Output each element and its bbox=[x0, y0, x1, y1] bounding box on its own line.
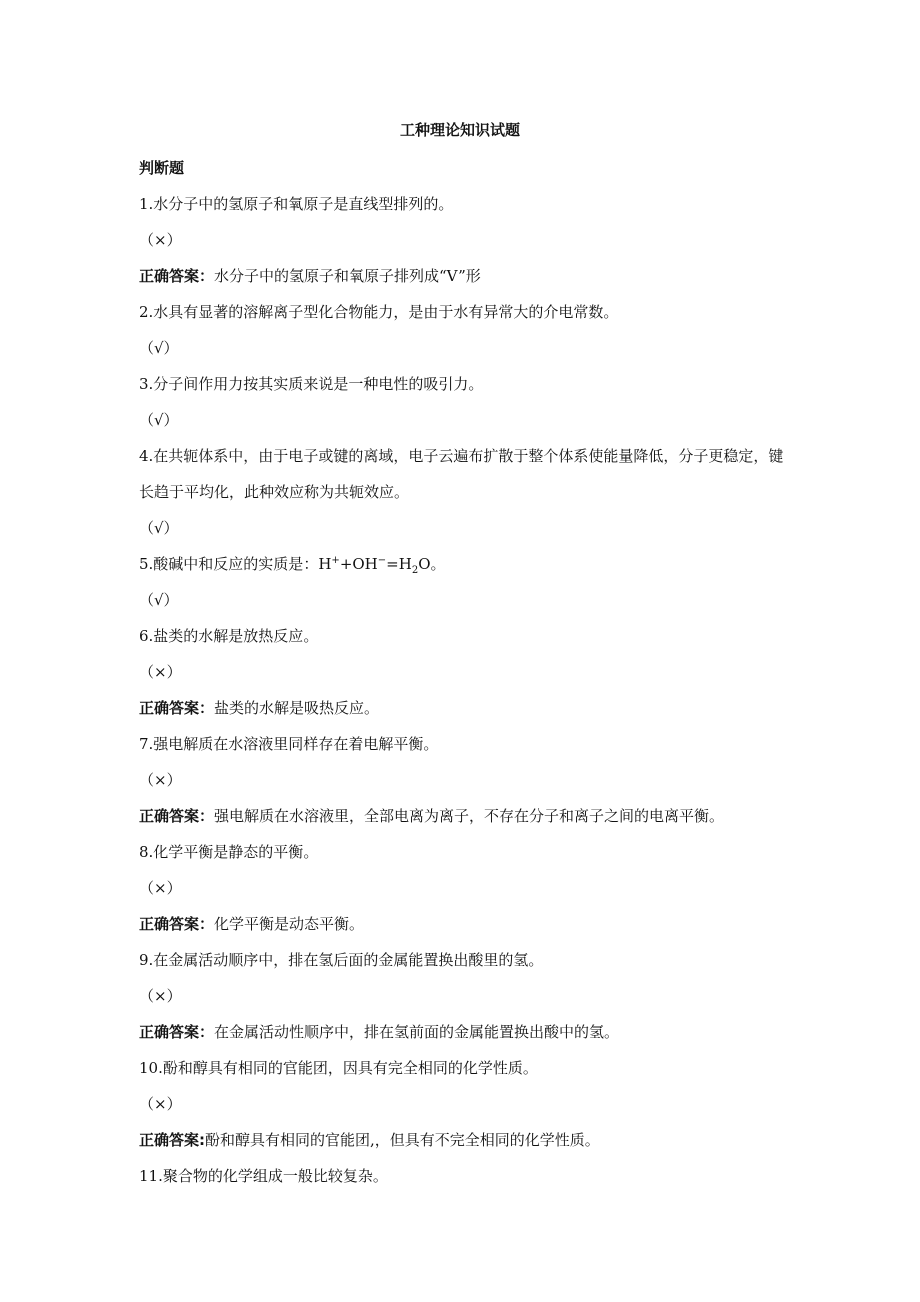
question-7-answer bbox=[139, 798, 789, 834]
question-1-mark: （×） bbox=[139, 231, 182, 249]
formula-eq-h: =H bbox=[386, 555, 412, 573]
question-9: 9.在金属活动顺序中，排在氢后面的金属能置换出酸里的氢。 bbox=[139, 951, 544, 969]
question-9-mark: （×） bbox=[139, 987, 182, 1005]
answer-label: 正确答案： bbox=[139, 807, 215, 825]
question-6-mark: （×） bbox=[139, 663, 182, 681]
formula-plus-charge: + bbox=[331, 555, 340, 566]
question-10-answer bbox=[139, 1122, 789, 1158]
question-6-answer bbox=[139, 690, 789, 726]
question-8-mark: （×） bbox=[139, 879, 182, 897]
question-2-mark: （√） bbox=[139, 339, 179, 357]
answer-label: 正确答案： bbox=[139, 267, 215, 285]
answer-text: 酚和醇具有相同的官能团,，但具有不完全相同的化学性质。 bbox=[205, 1131, 600, 1149]
answer-text: 强电解质在水溶液里，全部电离为离子，不存在分子和离子之间的电离平衡。 bbox=[214, 807, 725, 825]
question-8: 8.化学平衡是静态的平衡。 bbox=[139, 843, 319, 861]
formula-oh: +OH bbox=[339, 555, 378, 573]
question-5-mark: （√） bbox=[139, 591, 179, 609]
question-7: 7.强电解质在水溶液里同样存在着电解平衡。 bbox=[139, 735, 439, 753]
answer-text: 盐类的水解是吸热反应。 bbox=[214, 699, 380, 717]
question-9-answer bbox=[139, 1014, 789, 1050]
answer-label: 正确答案: bbox=[139, 1131, 205, 1149]
question-1-answer bbox=[139, 258, 789, 294]
question-1: 1.水分子中的氢原子和氧原子是直线型排列的。 bbox=[139, 195, 454, 213]
question-5-prefix: 5.酸碱中和反应的实质是： bbox=[139, 555, 319, 573]
question-list bbox=[139, 150, 789, 1194]
formula-h: H bbox=[318, 555, 332, 573]
answer-text: 在金属活动性顺序中，排在氢前面的金属能置换出酸中的氢。 bbox=[214, 1023, 620, 1041]
question-3-mark: （√） bbox=[139, 411, 179, 429]
question-5-suffix: O。 bbox=[418, 555, 446, 573]
document-title: 工种理论知识试题 bbox=[399, 121, 520, 139]
question-7-mark: （×） bbox=[139, 771, 182, 789]
answer-text: 化学平衡是动态平衡。 bbox=[214, 915, 365, 933]
question-2: 2.水具有显著的溶解离子型化合物能力，是由于水有异常大的介电常数。 bbox=[139, 303, 619, 321]
answer-label: 正确答案： bbox=[139, 915, 215, 933]
answer-text: 水分子中的氢原子和氧原子排列成“V”形 bbox=[214, 267, 481, 285]
section-heading: 判断题 bbox=[139, 159, 185, 177]
question-10: 10.酚和醇具有相同的官能团，因具有完全相同的化学性质。 bbox=[139, 1059, 538, 1077]
question-5 bbox=[139, 546, 789, 582]
question-4-mark: （√） bbox=[139, 519, 179, 537]
answer-label: 正确答案： bbox=[139, 1023, 215, 1041]
answer-label: 正确答案： bbox=[139, 699, 215, 717]
question-8-answer bbox=[139, 906, 789, 942]
question-11: 11.聚合物的化学组成一般比较复杂。 bbox=[139, 1167, 388, 1185]
question-3: 3.分子间作用力按其实质来说是一种电性的吸引力。 bbox=[139, 375, 484, 393]
formula-minus-charge: − bbox=[377, 555, 387, 566]
question-10-mark: （×） bbox=[139, 1095, 182, 1113]
question-6: 6.盐类的水解是放热反应。 bbox=[139, 627, 319, 645]
question-4: 4.在共轭体系中，由于电子或键的离域，电子云遍布扩散于整个体系使能量降低，分子更稳定，键长趋于平均化，此种效应称为共轭效应。 bbox=[139, 447, 784, 501]
formula-subscript: 2 bbox=[411, 565, 419, 576]
